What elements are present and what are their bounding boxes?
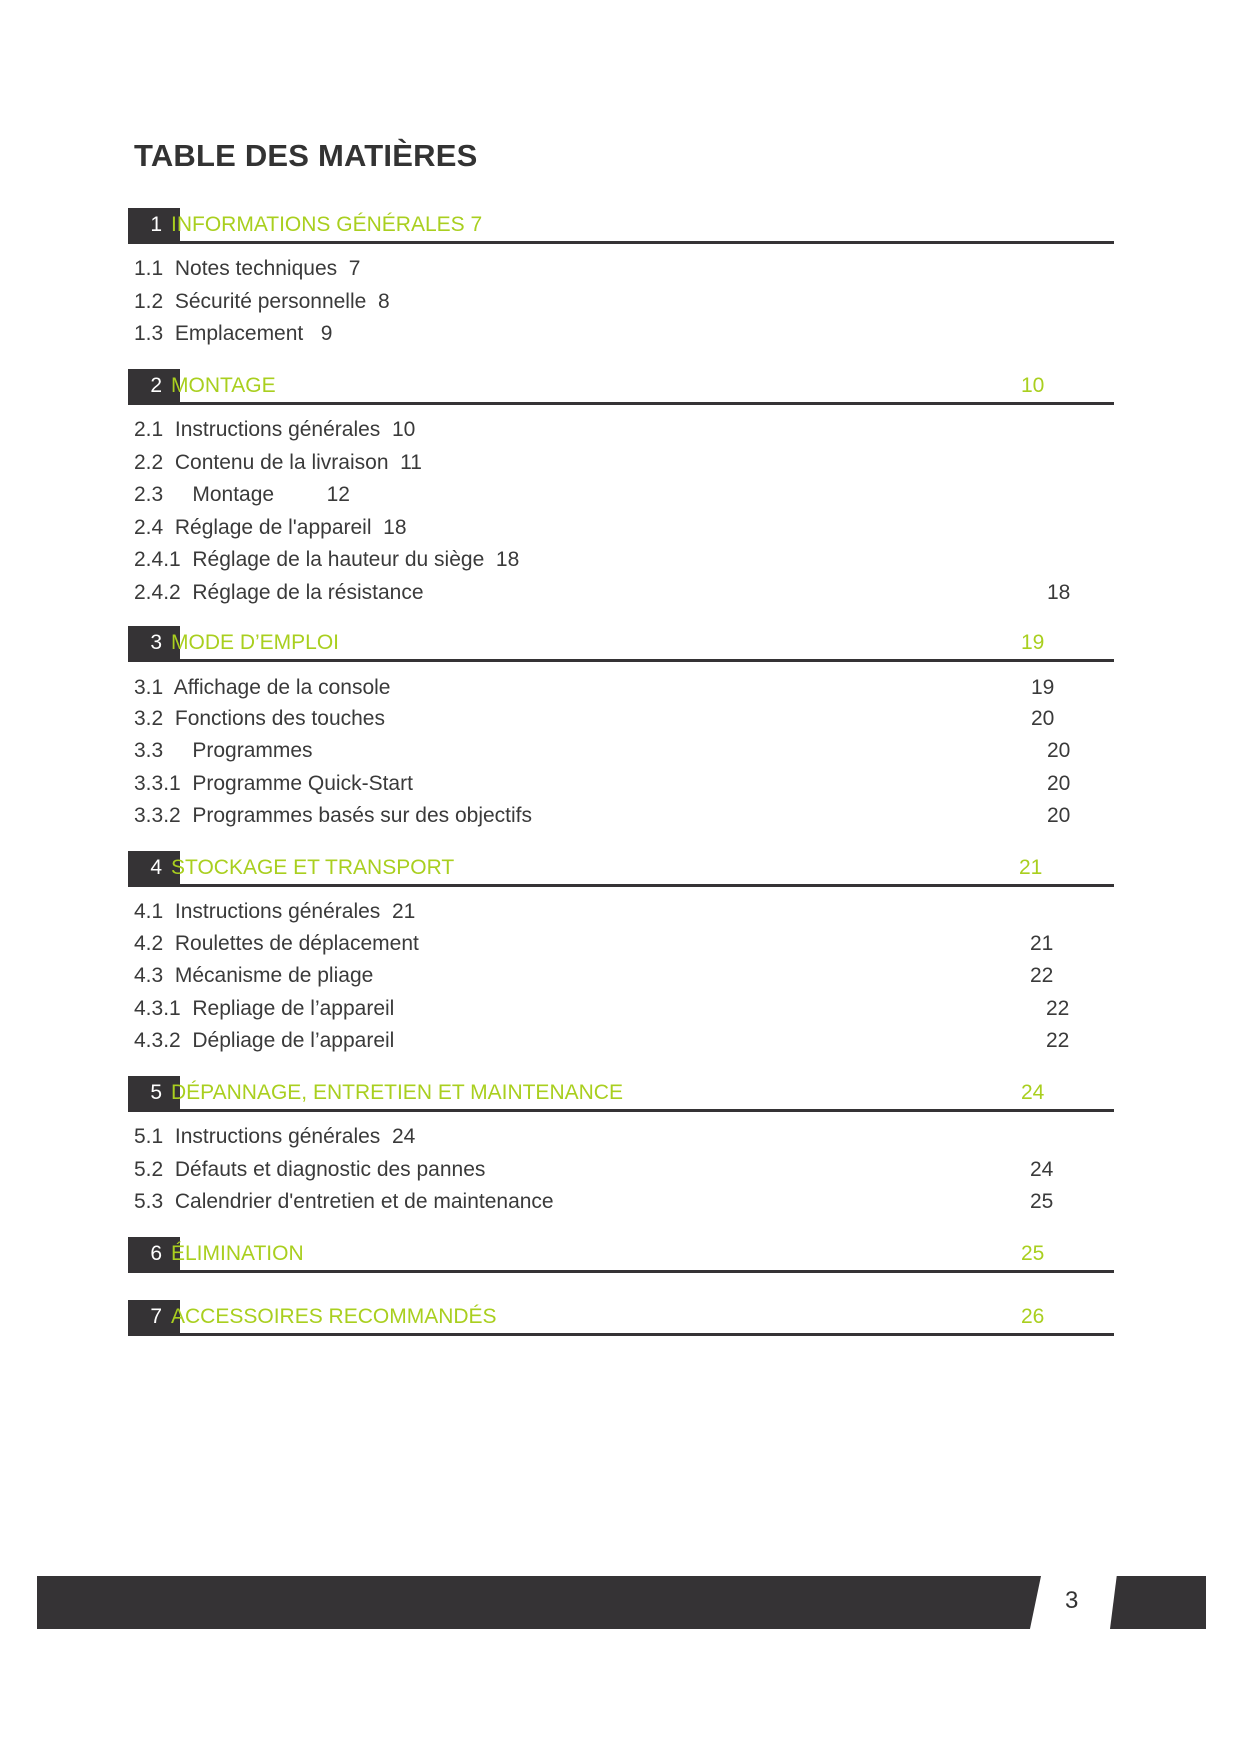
- toc-entry[interactable]: 2.4.2 Réglage de la résistance: [134, 581, 424, 604]
- toc-section-7[interactable]: [128, 1300, 1114, 1336]
- toc-entry[interactable]: 1.1 Notes techniques 7: [134, 257, 361, 280]
- section-page: 19: [1021, 631, 1045, 654]
- toc-section-1[interactable]: [128, 208, 1114, 244]
- section-title: ACCESSOIRES RECOMMANDÉS: [171, 1305, 497, 1328]
- toc-entry-page: 22: [1046, 997, 1070, 1020]
- toc-entry[interactable]: 5.2 Défauts et diagnostic des pannes: [134, 1158, 486, 1181]
- page-number: 3: [1065, 1587, 1079, 1614]
- section-title: MODE D’EMPLOI: [171, 631, 340, 654]
- section-number: 6: [128, 1237, 180, 1270]
- section-page: 21: [1019, 856, 1043, 879]
- toc-entry-page: 20: [1047, 772, 1071, 795]
- section-number: 2: [128, 369, 180, 402]
- toc-entry[interactable]: 1.2 Sécurité personnelle 8: [134, 290, 390, 313]
- section-title: ÉLIMINATION: [171, 1242, 304, 1265]
- toc-entry[interactable]: 4.2 Roulettes de déplacement: [134, 932, 419, 955]
- toc-section-3[interactable]: [128, 626, 1114, 662]
- toc-section-5[interactable]: [128, 1076, 1114, 1112]
- section-number: 4: [128, 851, 180, 884]
- toc-entry-page: 24: [1030, 1158, 1054, 1181]
- section-page: 26: [1021, 1305, 1045, 1328]
- page-title: TABLE DES MATIÈRES: [134, 138, 478, 173]
- toc-entry-page: 20: [1031, 707, 1055, 730]
- toc-entry-page: 18: [1047, 581, 1071, 604]
- section-title: STOCKAGE ET TRANSPORT: [171, 856, 455, 879]
- section-rule: [128, 1270, 1114, 1273]
- toc-entry[interactable]: 4.3 Mécanisme de pliage: [134, 964, 374, 987]
- section-title: DÉPANNAGE, ENTRETIEN ET MAINTENANCE: [171, 1081, 623, 1104]
- toc-entry[interactable]: 5.3 Calendrier d'entretien et de maintenance: [134, 1190, 554, 1213]
- toc-section-2[interactable]: [128, 369, 1114, 405]
- toc-entry[interactable]: 3.2 Fonctions des touches: [134, 707, 385, 730]
- toc-entry-page: 22: [1046, 1029, 1070, 1052]
- section-rule: [128, 402, 1114, 405]
- toc-entry-page: 20: [1047, 804, 1071, 827]
- section-number: 7: [128, 1300, 180, 1333]
- section-rule: [128, 884, 1114, 887]
- section-rule: [128, 1109, 1114, 1112]
- section-number: 5: [128, 1076, 180, 1109]
- toc-section-4[interactable]: [128, 851, 1114, 887]
- footer-bar: [37, 1576, 1041, 1629]
- toc-entry[interactable]: 4.3.1 Repliage de l’appareil: [134, 997, 395, 1020]
- section-page: 10: [1021, 374, 1045, 397]
- toc-entry-page: 25: [1030, 1190, 1054, 1213]
- toc-entry[interactable]: 3.3.2 Programmes basés sur des objectifs: [134, 804, 533, 827]
- toc-entry[interactable]: 3.3.1 Programme Quick-Start: [134, 772, 413, 795]
- toc-entry-page: 20: [1047, 739, 1071, 762]
- toc-entry[interactable]: 2.1 Instructions générales 10: [134, 418, 416, 441]
- section-page: 24: [1021, 1081, 1045, 1104]
- toc-entry[interactable]: 3.1 Affichage de la console: [134, 676, 391, 699]
- toc-entry-page: 22: [1030, 964, 1054, 987]
- section-page: 25: [1021, 1242, 1045, 1265]
- section-rule: [128, 659, 1114, 662]
- section-title: MONTAGE: [171, 374, 276, 397]
- section-title: INFORMATIONS GÉNÉRALES 7: [171, 213, 483, 236]
- section-number: 1: [128, 208, 180, 241]
- toc-entry[interactable]: 5.1 Instructions générales 24: [134, 1125, 416, 1148]
- footer-bar-right: [1110, 1576, 1206, 1629]
- toc-entry[interactable]: 2.4.1 Réglage de la hauteur du siège 18: [134, 548, 520, 571]
- toc-entry-page: 21: [1030, 932, 1054, 955]
- toc-entry[interactable]: 3.3 Programmes: [134, 739, 313, 762]
- section-rule: [128, 1333, 1114, 1336]
- toc-entry[interactable]: 1.3 Emplacement 9: [134, 322, 333, 345]
- toc-entry[interactable]: 2.4 Réglage de l'appareil 18: [134, 516, 407, 539]
- toc-entry-page: 19: [1031, 676, 1055, 699]
- toc-entry[interactable]: 4.3.2 Dépliage de l’appareil: [134, 1029, 395, 1052]
- toc-entry[interactable]: 2.3 Montage 12: [134, 483, 350, 506]
- section-number: 3: [128, 626, 180, 659]
- toc-entry[interactable]: 4.1 Instructions générales 21: [134, 900, 416, 923]
- toc-entry[interactable]: 2.2 Contenu de la livraison 11: [134, 451, 422, 474]
- toc-section-6[interactable]: [128, 1237, 1114, 1273]
- section-rule: [128, 241, 1114, 244]
